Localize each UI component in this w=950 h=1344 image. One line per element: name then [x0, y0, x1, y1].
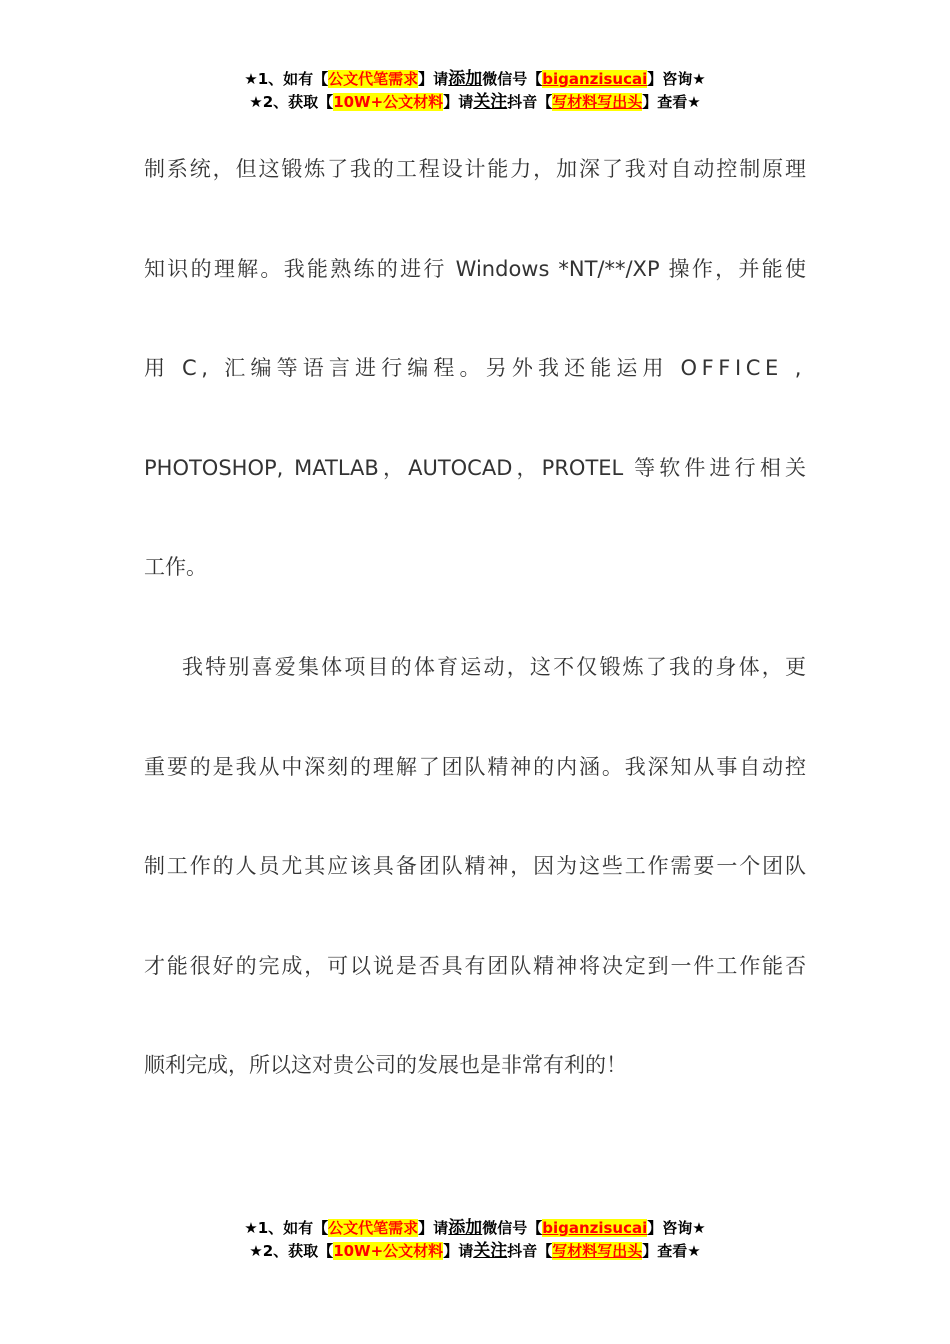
- banner-text: 】请: [443, 93, 474, 111]
- banner-highlight: 10W+公文材料: [333, 1242, 444, 1260]
- banner-text: 】咨询★: [647, 1219, 706, 1237]
- banner-text: 抖音【: [507, 1242, 553, 1260]
- banner-emphasis: 添加: [448, 69, 483, 89]
- banner-emphasis: 关注: [473, 1241, 508, 1261]
- banner-text: 微信号【: [482, 1219, 543, 1237]
- document-body: [144, 120, 806, 1116]
- body-line: 知识的理解。我能熟练的进行 Windows *NT/**/XP 操作，并能使: [144, 256, 806, 281]
- douyin-account-highlight: 写材料写出头: [552, 93, 643, 111]
- banner-line-1: [0, 1217, 950, 1240]
- banner-text: 】咨询★: [647, 70, 706, 88]
- banner-text: ★2、获取【: [249, 93, 334, 111]
- banner-line-2: [0, 91, 950, 114]
- body-line: 制系统，但这锻炼了我的工程设计能力，加深了我对自动控制原理: [144, 157, 806, 181]
- banner-text: 抖音【: [507, 93, 553, 111]
- banner-text: ★1、如有【: [244, 70, 329, 88]
- wechat-id-highlight: biganzisucai: [542, 70, 648, 88]
- body-line: 用 C, 汇编等语言进行编程。另外我还能运用 OFFICE ,: [144, 356, 806, 381]
- body-line: 才能很好的完成，可以说是否具有团队精神将决定到一件工作能否: [144, 953, 806, 978]
- body-line: 重要的是我从中深刻的理解了团队精神的内涵。我深知从事自动控: [144, 754, 806, 779]
- banner-emphasis: 关注: [473, 92, 508, 112]
- banner-line-1: [0, 68, 950, 91]
- banner-emphasis: 添加: [448, 1218, 483, 1238]
- footer-banner: [0, 1217, 950, 1263]
- header-banner: [0, 68, 950, 114]
- banner-text: 】请: [418, 1219, 449, 1237]
- body-line: 顺利完成，所以这对贵公司的发展也是非常有利的！: [144, 1053, 627, 1078]
- banner-text: ★1、如有【: [244, 1219, 329, 1237]
- body-line: 工作。: [144, 555, 207, 580]
- banner-text: 】请: [443, 1242, 474, 1260]
- banner-text: 微信号【: [482, 70, 543, 88]
- douyin-account-highlight: 写材料写出头: [552, 1242, 643, 1260]
- body-line: 制工作的人员尤其应该具备团队精神，因为这些工作需要一个团队: [144, 854, 806, 879]
- banner-text: ★2、获取【: [249, 1242, 334, 1260]
- banner-text: 】查看★: [642, 93, 701, 111]
- banner-line-2: [0, 1240, 950, 1263]
- banner-text: 】查看★: [642, 1242, 701, 1260]
- body-line: PHOTOSHOP, MATLAB，AUTOCAD，PROTEL 等软件进行相关: [144, 455, 806, 480]
- banner-highlight: 公文代笔需求: [328, 70, 419, 88]
- banner-highlight: 10W+公文材料: [333, 93, 444, 111]
- paragraph-first-line: 我特别喜爱集体项目的体育运动，这不仅锻炼了我的身体，更: [182, 654, 806, 679]
- banner-highlight: 公文代笔需求: [328, 1219, 419, 1237]
- wechat-id-highlight: biganzisucai: [542, 1219, 648, 1237]
- banner-text: 】请: [418, 70, 449, 88]
